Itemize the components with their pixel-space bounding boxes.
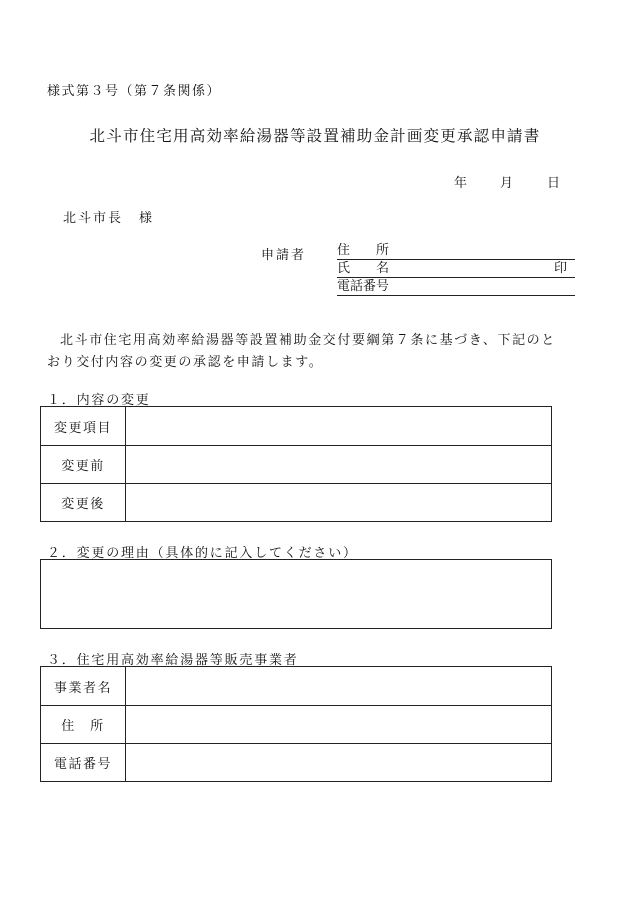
table-row [41, 446, 552, 484]
form-number: 様式第３号（第７条関係） [47, 84, 222, 99]
body-line-1: 北斗市住宅用高効率給湯器等設置補助金交付要綱第７条に基づき、下記のと [60, 333, 556, 348]
addressee-name: 北斗市長 [63, 211, 124, 226]
seal-mark: 印 [553, 261, 567, 276]
page-title: 北斗市住宅用高効率給湯器等設置補助金計画変更承認申請書 [89, 127, 541, 145]
body-line-2: おり交付内容の変更の承認を申請します。 [47, 355, 324, 370]
vendor-phone-field[interactable] [126, 744, 552, 782]
applicant-label: 申請者 [261, 248, 307, 263]
date-day-label: 日 [547, 176, 561, 191]
row-label-vendor-phone: 電話番号 [41, 744, 126, 782]
date-month-label: 月 [500, 176, 514, 191]
change-reason-field[interactable] [40, 559, 552, 629]
vendor-table [40, 666, 552, 782]
section2-title: ２．変更の理由（具体的に記入してください） [47, 546, 358, 561]
applicant-phone-field[interactable] [337, 278, 575, 296]
applicant-address-label: 住 所 [337, 243, 390, 258]
applicant-name-label: 氏 名 [337, 261, 390, 276]
table-row [41, 744, 552, 782]
addressee-honorific: 様 [139, 211, 155, 226]
row-label-change-item: 変更項目 [41, 407, 126, 446]
section1-title: １．内容の変更 [47, 393, 151, 408]
table-row [41, 667, 552, 706]
date-year-label: 年 [454, 176, 468, 191]
applicant-phone-label: 電話番号 [337, 279, 390, 294]
row-label-before-change: 変更前 [41, 446, 126, 484]
content-change-table [40, 406, 552, 522]
row-label-vendor-address: 住 所 [41, 706, 126, 744]
addressee [63, 207, 154, 226]
table-row [41, 706, 552, 744]
after-change-field[interactable] [126, 484, 552, 522]
vendor-name-field[interactable] [126, 667, 552, 706]
before-change-field[interactable] [126, 446, 552, 484]
table-row [41, 407, 552, 446]
row-label-after-change: 変更後 [41, 484, 126, 522]
body-paragraph [47, 330, 577, 374]
table-row [41, 484, 552, 522]
vendor-address-field[interactable] [126, 706, 552, 744]
section3-title: ３．住宅用高効率給湯器等販売事業者 [47, 653, 299, 668]
change-item-field[interactable] [126, 407, 552, 446]
row-label-vendor-name: 事業者名 [41, 667, 126, 706]
